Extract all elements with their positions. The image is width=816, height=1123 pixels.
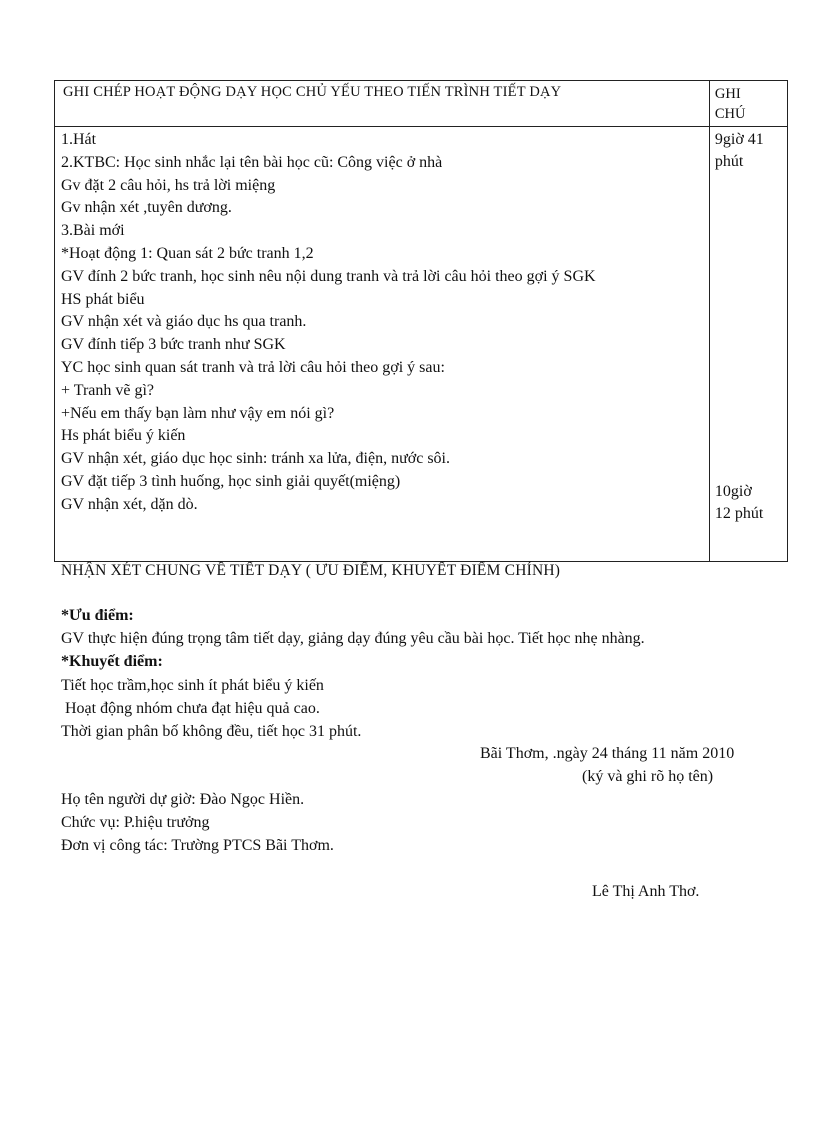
activity-line: 2.KTBC: Học sinh nhắc lại tên bài học cũ: Công việc ở nhà [61, 153, 443, 171]
activity-line: +Nếu em thấy bạn làm như vậy em nói gì? [61, 404, 335, 422]
notes-spacer [715, 173, 787, 481]
header-activities: GHI CHÉP HOẠT ĐỘNG DẠY HỌC CHỦ YẾU THEO TIẾN TRÌNH TIẾT DẠY [55, 81, 710, 127]
activity-line: GV nhận xét, dặn dò. [61, 495, 198, 513]
activity-line: YC học sinh quan sát tranh và trả lời câu hỏi theo gợi ý sau: [61, 358, 445, 376]
activity-line: 1.Hát [61, 131, 97, 148]
note-end-unit: 12 phút [714, 505, 764, 522]
activity-line: GV đính 2 bức tranh, học sinh nêu nội dung tranh và trả lời câu hỏi theo gợi ý SGK [61, 267, 596, 285]
table-header-row [55, 81, 788, 127]
activity-line: + Tranh vẽ gì? [61, 381, 155, 399]
activity-line: *Hoạt động 1: Quan sát 2 bức tranh 1,2 [61, 244, 314, 262]
strengths-heading: *Ưu điểm: [61, 607, 134, 624]
activities-cell [55, 127, 710, 562]
activity-line: 3.Bài mới [61, 222, 125, 240]
observer-position: Chức vụ: P.hiệu trưởng [61, 814, 210, 831]
note-start-unit: phút [714, 153, 744, 170]
activity-line: Gv nhận xét ,tuyên dương. [61, 199, 232, 217]
table-body-row [55, 127, 788, 562]
observer-name: Họ tên người dự giờ: Đào Ngọc Hiền. [61, 791, 305, 808]
lesson-log-table [54, 80, 788, 562]
observer-unit: Đơn vị công tác: Trường PTCS Bãi Thơm. [61, 837, 334, 854]
activity-line: GV nhận xét, giáo dục học sinh: tránh xa lửa, điện, nước sôi. [61, 450, 450, 468]
weakness-item: Thời gian phân bố không đều, tiết học 31 phút. [61, 723, 362, 740]
activity-line: Hs phát biểu ý kiến [61, 427, 186, 445]
signature-hint: (ký và ghi rõ họ tên) [582, 768, 714, 785]
activity-line: GV nhận xét và giáo dục hs qua tranh. [61, 313, 307, 331]
weakness-item: Hoạt động nhóm chưa đạt hiệu quả cao. [61, 700, 320, 717]
activity-line: HS phát biểu [61, 290, 145, 308]
note-end-time: 10giờ [714, 483, 752, 500]
header-notes [709, 81, 787, 127]
weaknesses-heading: *Khuyết điểm: [61, 653, 163, 670]
activity-line: Gv đặt 2 câu hỏi, hs trả lời miệng [61, 176, 276, 194]
notes-cell [709, 127, 787, 562]
teacher-signature-name: Lê Thị Anh Thơ. [592, 883, 700, 900]
place-date: Bãi Thơm, .ngày 24 tháng 11 năm 2010 [480, 745, 735, 762]
weakness-item: Tiết học trầm,học sinh ít phát biểu ý kiến [61, 677, 324, 694]
note-start-time: 9giờ 41 [714, 131, 764, 148]
header-notes-line1: GHI [714, 86, 741, 102]
header-notes-line2: CHÚ [714, 106, 746, 122]
summary-title: NHẬN XÉT CHUNG VỀ TIẾT DẠY ( ƯU ĐIỂM, KHUYẾT ĐIỂM CHÍNH) [61, 562, 561, 579]
activity-line: GV đính tiếp 3 bức tranh như SGK [61, 336, 286, 354]
activity-line: GV đặt tiếp 3 tình huống, học sinh giải quyết(miệng) [61, 472, 401, 490]
strengths-text: GV thực hiện đúng trọng tâm tiết dạy, giảng dạy đúng yêu cầu bài học. Tiết học nhẹ nhàng. [61, 630, 645, 647]
